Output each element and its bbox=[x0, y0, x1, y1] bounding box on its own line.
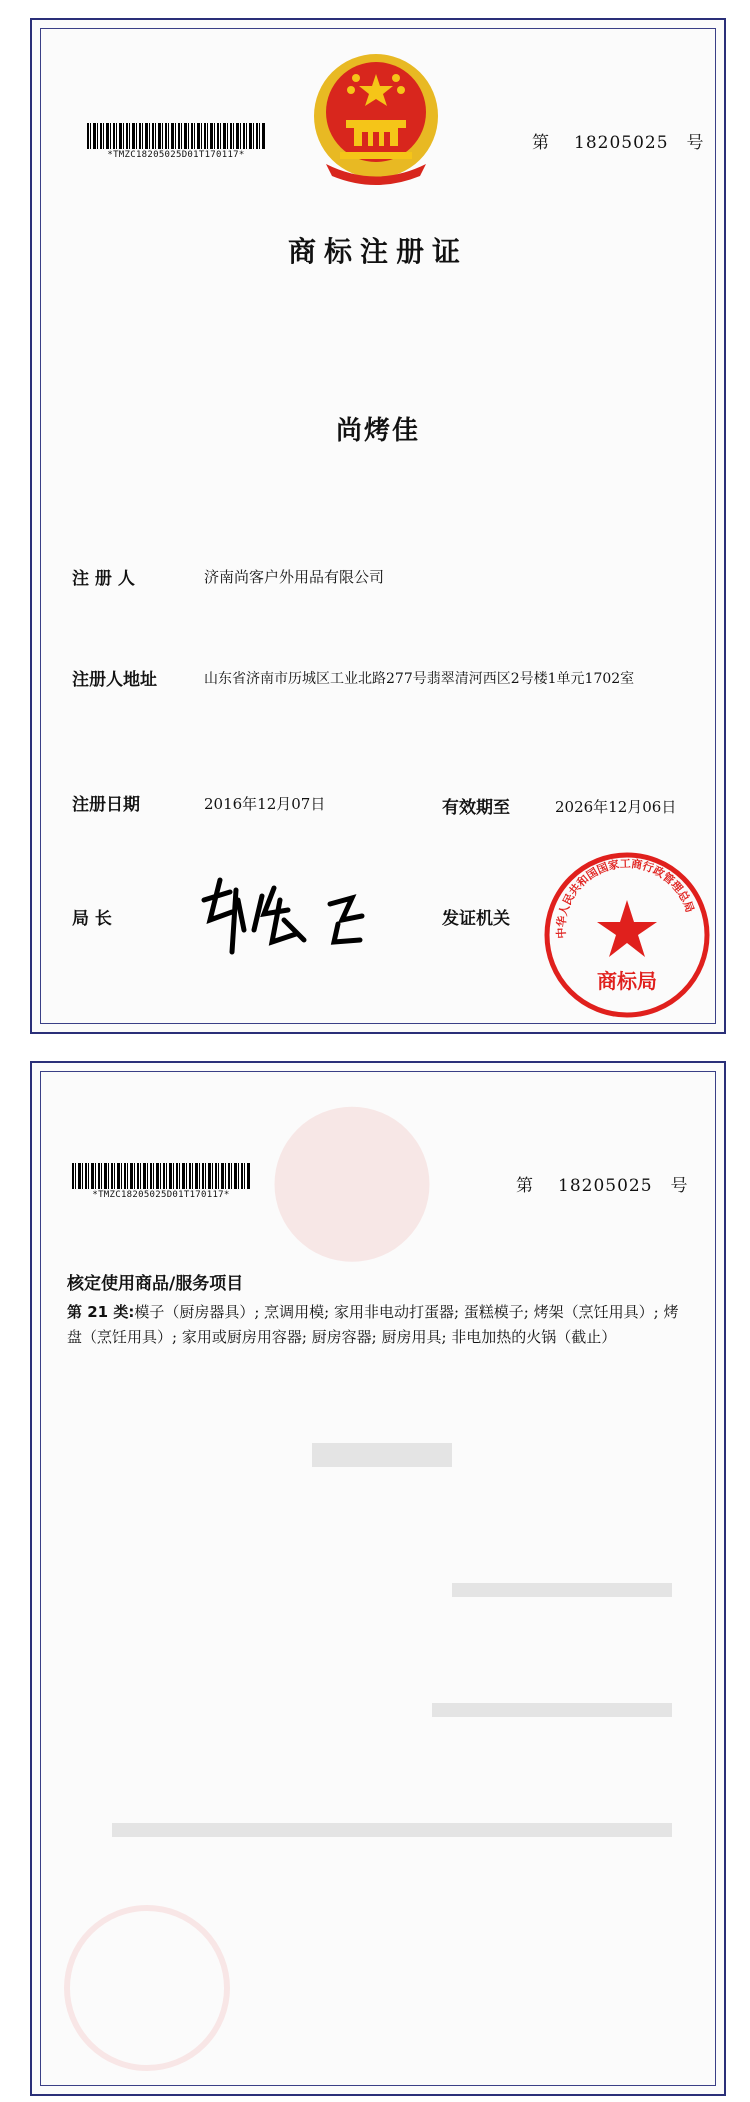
barcode-text: *TMZC18205025D01T170117* bbox=[107, 150, 245, 160]
barcode-text: *TMZC18205025D01T170117* bbox=[92, 1190, 230, 1200]
services-heading: 核定使用商品/服务项目 bbox=[67, 1274, 244, 1294]
watermark-trademark bbox=[312, 1443, 452, 1467]
watermark-text-line bbox=[452, 1583, 672, 1597]
barcode-bars bbox=[87, 123, 265, 149]
services-page bbox=[30, 1061, 726, 2096]
barcode-bars bbox=[72, 1163, 250, 1189]
reg-date-label: 注册日期 bbox=[72, 795, 140, 815]
watermark-seal-icon bbox=[62, 1903, 232, 2073]
reg-date-value: 2016年12月07日 bbox=[204, 795, 326, 813]
watermark-text-line bbox=[112, 1823, 672, 1837]
registrant-label: 注 册 人 bbox=[72, 569, 135, 589]
reg-suffix: 号 bbox=[686, 133, 705, 153]
valid-until-label: 有效期至 bbox=[442, 798, 510, 818]
barcode bbox=[72, 1163, 250, 1200]
services-items: 模子（厨房器具）; 烹调用模; 家用非电动打蛋器; 蛋糕模子; 烤架（烹饪用具）; 烤盘（烹饪用具）; 家用或厨房用容器; 厨房容器; 厨房用具; 非电加热的火锅（截止） bbox=[67, 1303, 679, 1346]
svg-text:中华人民共和国国家工商行政管理总局: 中华人民共和国国家工商行政管理总局 bbox=[554, 857, 697, 939]
barcode bbox=[87, 123, 265, 160]
svg-text:商标局: 商标局 bbox=[597, 969, 657, 993]
official-seal-icon bbox=[542, 850, 712, 1020]
address-value: 山东省济南市历城区工业北路277号翡翠清河西区2号楼1单元1702室 bbox=[204, 671, 635, 687]
reg-number: 18205025 bbox=[558, 1176, 653, 1196]
director-signature bbox=[192, 870, 392, 960]
trademark-name: 尚烤佳 bbox=[335, 416, 420, 446]
issuer-label: 发证机关 bbox=[442, 909, 510, 929]
national-emblem-icon bbox=[296, 44, 456, 194]
director-label: 局 长 bbox=[72, 909, 112, 929]
address-label: 注册人地址 bbox=[72, 670, 157, 690]
reg-prefix: 第 bbox=[532, 133, 550, 153]
certificate-page bbox=[30, 18, 726, 1034]
certificate-title: 商标注册证 bbox=[287, 235, 468, 268]
valid-until-value: 2026年12月06日 bbox=[555, 798, 677, 816]
registration-number bbox=[516, 1171, 689, 1196]
registration-number bbox=[532, 128, 705, 153]
watermark-text-line bbox=[432, 1703, 672, 1717]
class-label: 第 21 类: bbox=[67, 1303, 135, 1321]
reg-number: 18205025 bbox=[574, 133, 669, 153]
registrant-value: 济南尚客户外用品有限公司 bbox=[204, 568, 385, 586]
services-list bbox=[67, 1300, 692, 1350]
reg-suffix: 号 bbox=[670, 1176, 689, 1196]
watermark-emblem-icon bbox=[252, 1093, 452, 1283]
reg-prefix: 第 bbox=[516, 1176, 534, 1196]
